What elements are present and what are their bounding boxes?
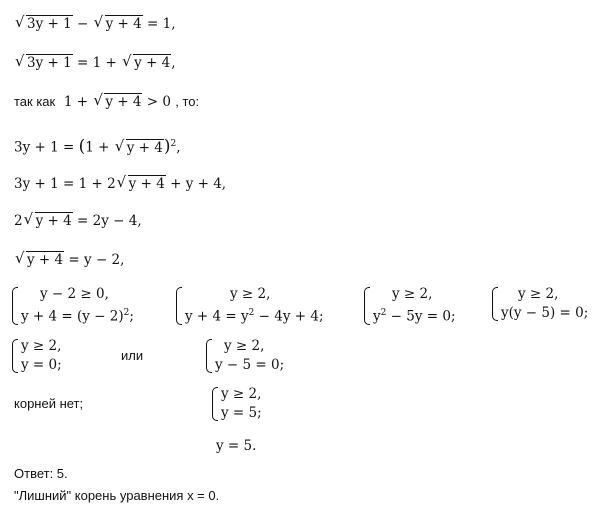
brace (212, 387, 218, 421)
system-7: y ≥ 2, y = 5; (212, 385, 262, 423)
equation-line-6: 2 √ y + 4 = 2y − 4, (14, 210, 142, 229)
radical: √ y + 4 (93, 91, 142, 110)
radical: √ y + 4 (15, 249, 64, 268)
extraneous-root-note: "Лишний" корень уравнения x = 0. (14, 488, 220, 503)
radical: √ y + 4 (114, 136, 163, 156)
system-1: y − 2 ≥ 0, $y + 4 = (y - 2)^2$; (12, 285, 134, 327)
brace (12, 287, 18, 325)
brace (176, 287, 182, 325)
system-4: y ≥ 2, y(y − 5) = 0; (492, 285, 588, 323)
equation-line-1: √ 3y + 1 − √ y + 4 = 1, (15, 13, 176, 32)
system-6: y ≥ 2, y − 5 = 0; (206, 337, 284, 375)
brace (364, 287, 370, 325)
brace (492, 287, 498, 321)
brace (12, 339, 18, 373)
system-2: y ≥ 2, $y + 4 = y^2 - 4y + 4$; (176, 285, 324, 327)
system-3: y ≥ 2, $y^2 - 5y = 0$; (364, 285, 456, 327)
radical: √ y + 4 (23, 210, 72, 229)
answer-text: Ответ: 5. (14, 466, 68, 481)
radical: √ 3y + 1 (15, 52, 72, 71)
equation-line-4: 3y + 1 = (1 + √ y + 4)$^2$, (14, 136, 181, 157)
radical: √ 3y + 1 (15, 13, 72, 32)
equation-line-2: √ 3y + 1 = 1 + √ y + 4, (15, 52, 176, 71)
system-5: y ≥ 2, y = 0; (12, 337, 62, 375)
equation-line-7: √ y + 4 = y − 2, (15, 249, 125, 268)
brace (206, 339, 212, 373)
no-roots-text: корней нет; (14, 396, 84, 411)
result-y5: y = 5. (216, 438, 257, 454)
condition-line: так как 1 + √ y + 4 > 0 , то: (14, 91, 200, 110)
radical: √ y + 4 (93, 13, 142, 32)
equation-line-5: 3y + 1 = 1 + 2 √ y + 4 + y + 4, (14, 173, 227, 192)
radical: √ y + 4 (116, 173, 165, 192)
or-word: или (121, 348, 144, 363)
radical: √ y + 4 (122, 52, 171, 71)
